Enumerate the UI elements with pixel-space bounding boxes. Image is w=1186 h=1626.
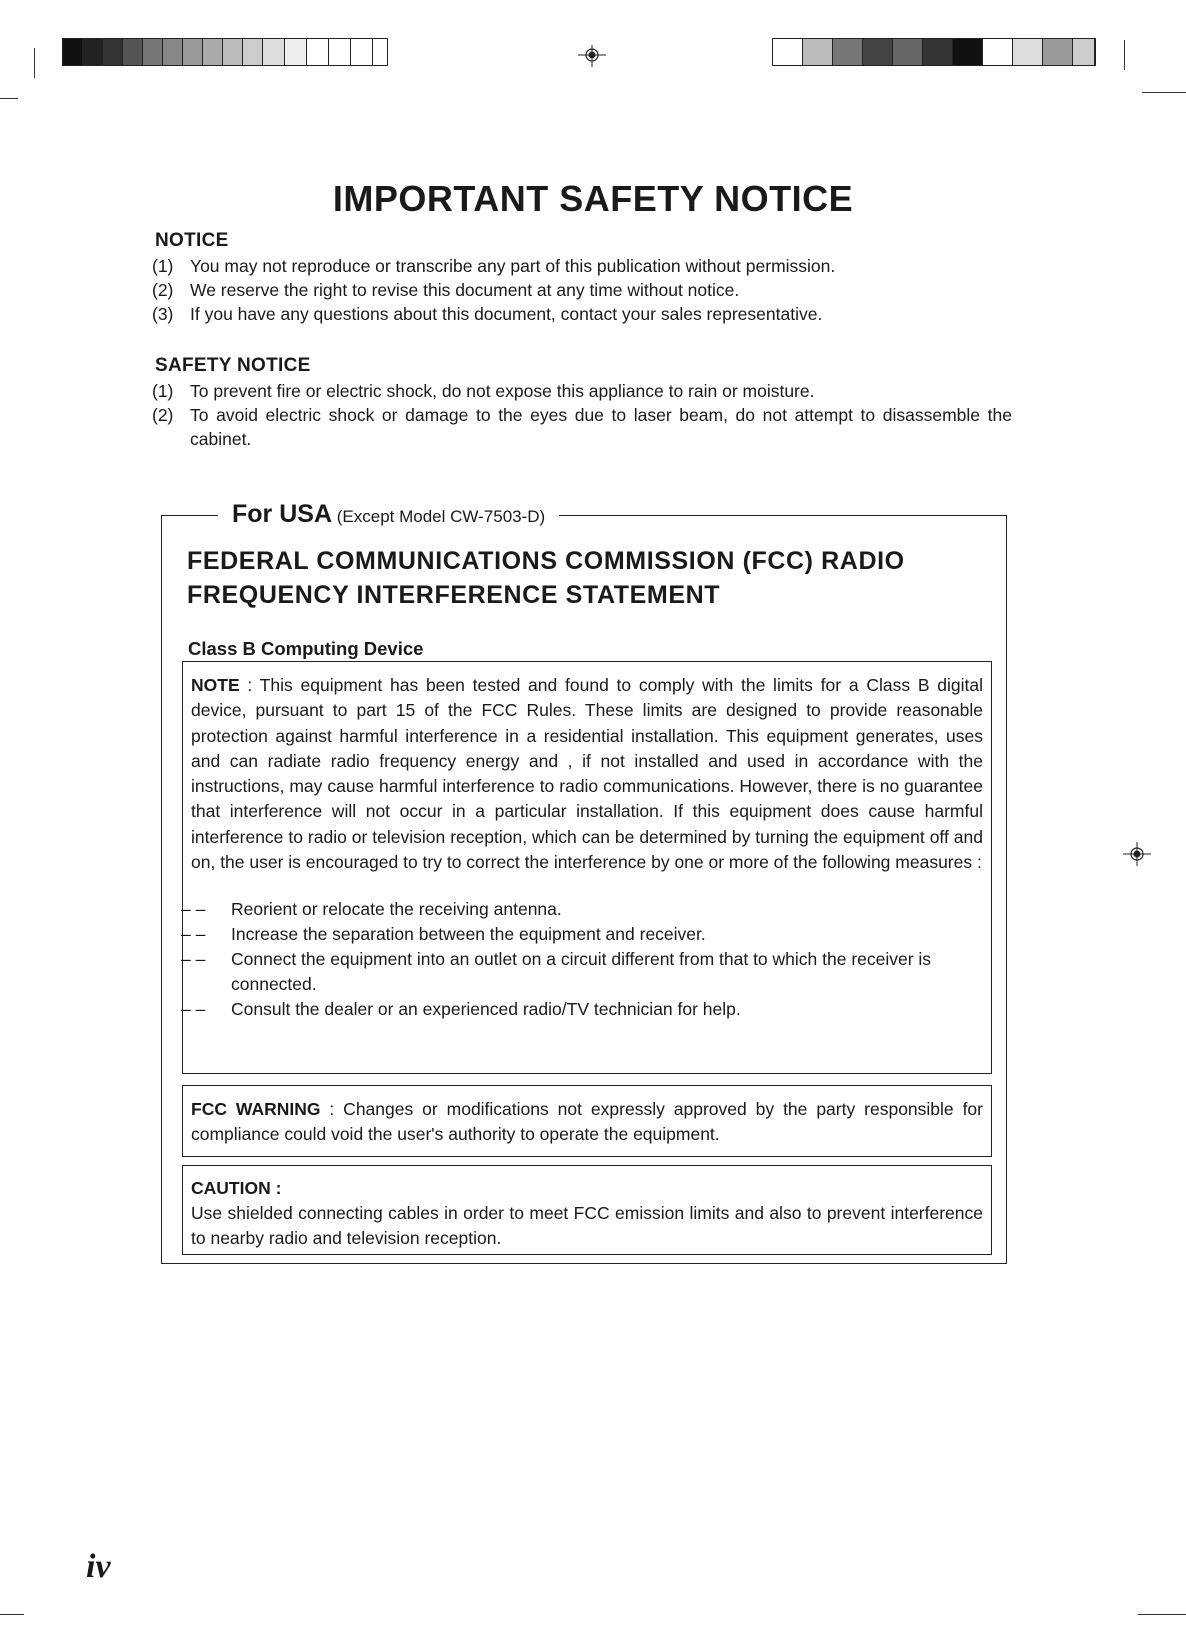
crop-mark-top-left	[0, 98, 18, 99]
item-text: You may not reproduce or transcribe any part of this publication without permission.	[190, 256, 836, 276]
crop-mark-right	[1124, 40, 1125, 70]
usa-model-exception: (Except Model CW-7503-D)	[336, 507, 546, 526]
measure-text: Connect the equipment into an outlet on a circuit different from that to which the receiver is connected.	[231, 949, 932, 995]
notice-heading: NOTICE	[155, 230, 229, 251]
list-item	[181, 897, 983, 922]
fcc-heading	[187, 544, 987, 612]
crop-mark-left	[34, 48, 35, 78]
fcc-note-box	[182, 661, 992, 1074]
fcc-heading-line1: FEDERAL COMMUNICATIONS COMMISSION (FCC) RADIO	[187, 547, 905, 575]
item-number: (2)	[152, 280, 174, 300]
page-number: iv	[86, 1548, 111, 1585]
item-number: (1)	[152, 256, 174, 276]
list-item	[152, 403, 1012, 451]
registration-crosshair-icon	[578, 41, 606, 69]
notice-list	[152, 254, 1012, 326]
warning-text: : Changes or modifications not expressly approved by the party responsible for compliance could void the user's authority to operate the equipment.	[191, 1099, 983, 1144]
item-number: (2)	[152, 405, 174, 425]
caution-label: CAUTION :	[191, 1178, 282, 1198]
crop-mark-top-right	[1142, 92, 1186, 93]
list-item	[181, 947, 983, 997]
item-text: To prevent fire or electric shock, do not expose this appliance to rain or moisture.	[190, 381, 815, 401]
color-bar-left	[62, 38, 388, 66]
list-item	[152, 278, 1012, 302]
item-number: (3)	[152, 304, 174, 324]
color-bar-right	[772, 38, 1096, 66]
safety-notice-heading: SAFETY NOTICE	[155, 355, 311, 376]
list-item	[181, 997, 983, 1022]
usa-label: For USA	[232, 500, 332, 528]
class-b-heading: Class B Computing Device	[188, 638, 424, 659]
fcc-warning-box	[182, 1085, 992, 1157]
page-title: IMPORTANT SAFETY NOTICE	[332, 178, 854, 219]
safety-notice-list	[152, 379, 1012, 451]
measure-text: Increase the separation between the equipment and receiver.	[231, 924, 706, 945]
crop-mark-bottom-left	[0, 1614, 24, 1615]
fcc-heading-line2: FREQUENCY INTERFERENCE STATEMENT	[187, 581, 721, 609]
dash-marker: – –	[181, 949, 206, 970]
item-number: (1)	[152, 381, 174, 401]
item-text: To avoid electric shock or damage to the eyes due to laser beam, do not attempt to disassemble the cabinet.	[190, 405, 1012, 449]
caution-text: Use shielded connecting cables in order to meet FCC emission limits and also to prevent interference to nearby radio and television reception.	[191, 1203, 983, 1248]
list-item	[152, 302, 1012, 326]
list-item	[181, 922, 983, 947]
crop-mark-bottom-right	[1138, 1614, 1186, 1615]
warning-label: FCC WARNING	[191, 1099, 321, 1119]
dash-marker: – –	[181, 999, 206, 1020]
item-text: If you have any questions about this document, contact your sales representative.	[190, 304, 823, 324]
note-label: NOTE	[191, 675, 240, 695]
measures-list	[181, 897, 983, 1022]
note-text: : This equipment has been tested and found to comply with the limits for a Class B digital device, pursuant to part 15 of the FCC Rules. These limits are designed to provide reasonable protection against harmful interference in a residential installation. This equipment generates, uses and can radiate radio frequency energy and , if not installed and used in accordance with the instructions, may cause harmful interference to radio communications. However, there is no guarantee that interference will not occur in a particular installation. If this equipment does cause harmful interference to radio or television reception, which can be determined by turning the equipment off and on, the user is encouraged to try to correct the interference by one or more of the following measures :	[191, 675, 983, 873]
measure-text: Reorient or relocate the receiving antenna.	[231, 899, 562, 920]
list-item	[152, 254, 1012, 278]
list-item	[152, 379, 1012, 403]
dash-marker: – –	[181, 899, 206, 920]
usa-legend	[218, 500, 559, 529]
registration-crosshair-right-icon	[1123, 840, 1151, 868]
dash-marker: – –	[181, 924, 206, 945]
measure-text: Consult the dealer or an experienced radio/TV technician for help.	[231, 999, 741, 1020]
caution-box	[182, 1165, 992, 1255]
item-text: We reserve the right to revise this document at any time without notice.	[190, 280, 740, 300]
